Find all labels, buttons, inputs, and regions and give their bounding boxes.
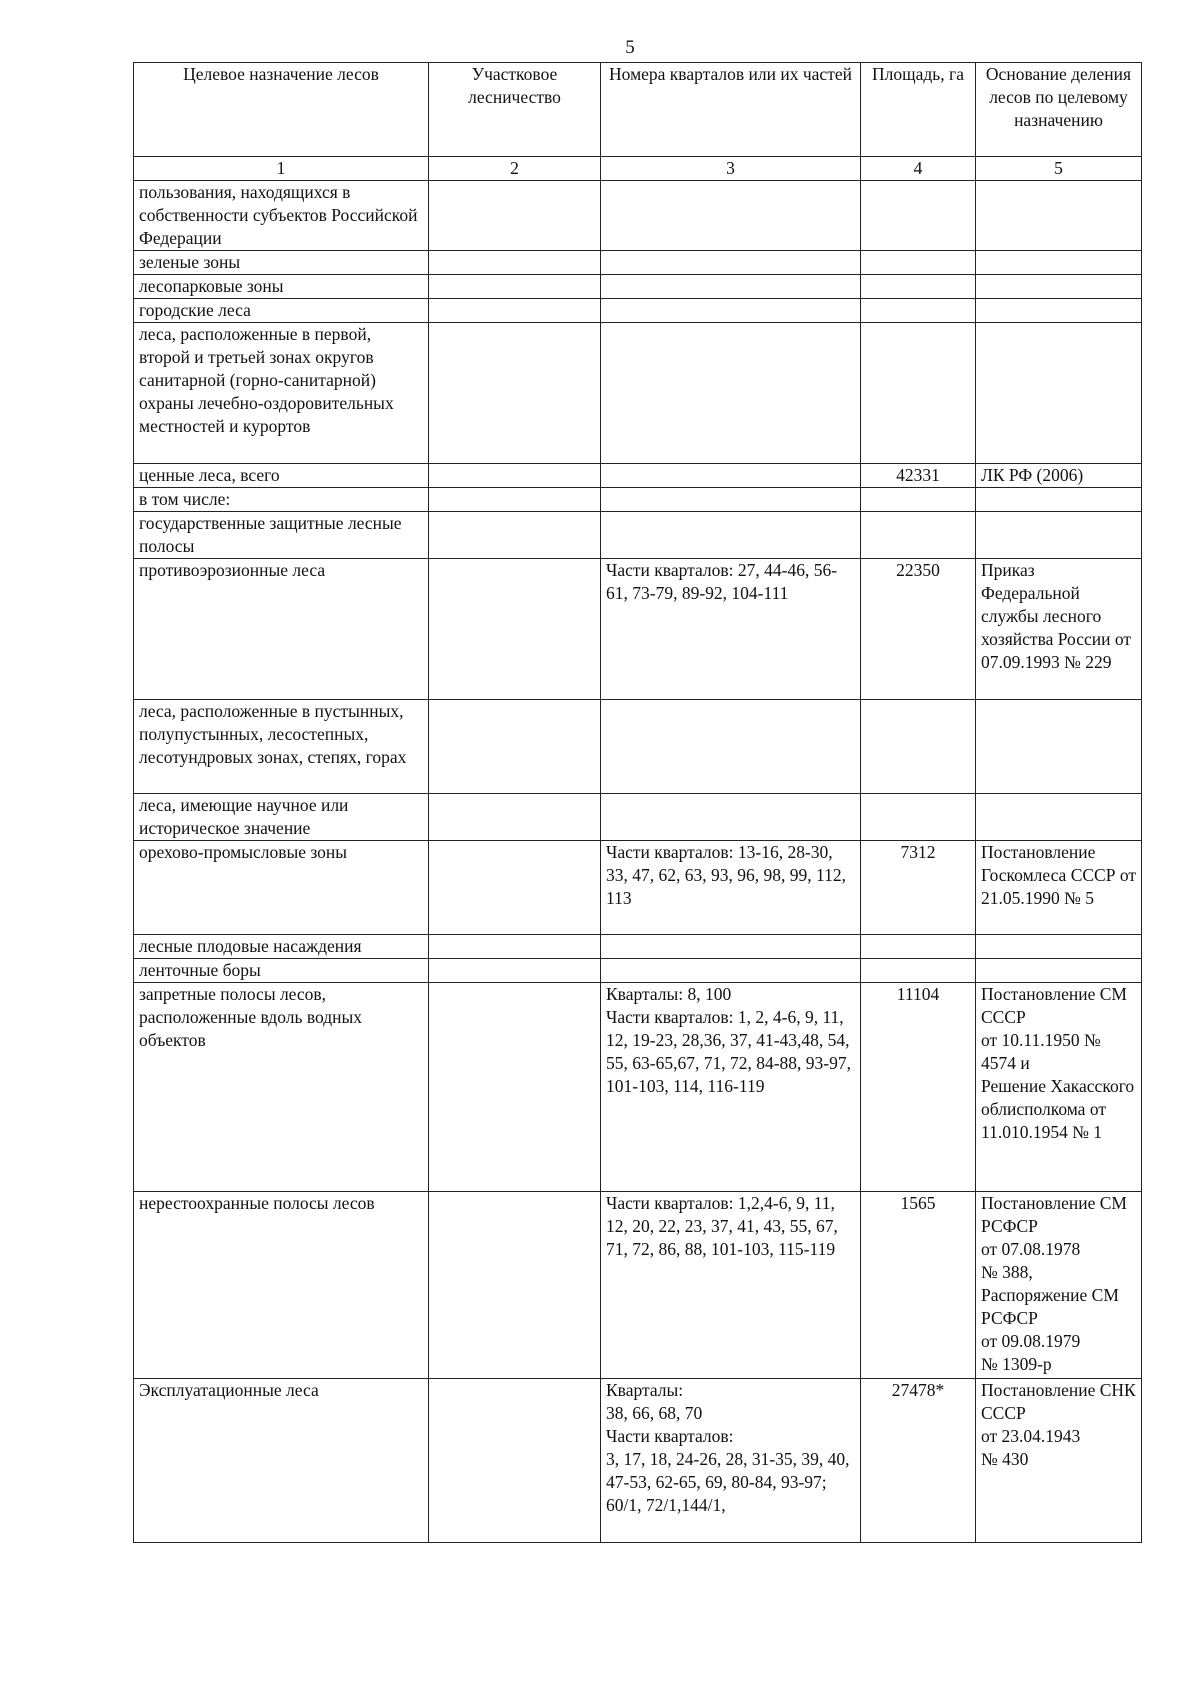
cell-basis: [976, 488, 1142, 512]
cell-quarters: [601, 299, 861, 323]
cell-area: 1565: [861, 1192, 976, 1379]
cell-quarters: [601, 464, 861, 488]
cell-district: [429, 181, 601, 251]
cell-quarters: [601, 959, 861, 983]
cell-purpose: в том числе:: [134, 488, 429, 512]
cell-area: [861, 959, 976, 983]
cell-basis: ЛК РФ (2006): [976, 464, 1142, 488]
cell-quarters: [601, 181, 861, 251]
column-number: 2: [429, 157, 601, 181]
cell-basis: [976, 935, 1142, 959]
cell-district: [429, 251, 601, 275]
cell-district: [429, 983, 601, 1192]
header-quarters: Номера кварталов или их частей: [601, 63, 861, 157]
cell-basis: [976, 512, 1142, 559]
cell-purpose: городские леса: [134, 299, 429, 323]
cell-purpose: противоэрозионные леса: [134, 559, 429, 700]
cell-quarters: [601, 935, 861, 959]
cell-purpose: зеленые зоны: [134, 251, 429, 275]
cell-purpose: лесопарковые зоны: [134, 275, 429, 299]
header-area: Площадь, га: [861, 63, 976, 157]
cell-area: 42331: [861, 464, 976, 488]
cell-basis: [976, 794, 1142, 841]
cell-district: [429, 464, 601, 488]
cell-purpose: ленточные боры: [134, 959, 429, 983]
table-row: [134, 700, 1142, 794]
cell-quarters: [601, 700, 861, 794]
cell-area: 27478*: [861, 1379, 976, 1543]
cell-district: [429, 1379, 601, 1543]
cell-area: 22350: [861, 559, 976, 700]
cell-district: [429, 1192, 601, 1379]
cell-area: [861, 488, 976, 512]
cell-district: [429, 841, 601, 935]
cell-purpose: ценные леса, всего: [134, 464, 429, 488]
cell-basis: Постановление СНК СССР от 23.04.1943 № 430: [976, 1379, 1142, 1543]
cell-area: [861, 275, 976, 299]
table-row: [134, 959, 1142, 983]
cell-quarters: [601, 275, 861, 299]
table-row: [134, 1379, 1142, 1543]
cell-district: [429, 512, 601, 559]
cell-area: [861, 935, 976, 959]
cell-purpose: леса, имеющие научное или историческое значение: [134, 794, 429, 841]
cell-basis: Постановление СМ СССР от 10.11.1950 № 4574 и Решение Хакасского облисполкома от 11.010.1954 № 1: [976, 983, 1142, 1192]
cell-purpose: Эксплуатационные леса: [134, 1379, 429, 1543]
cell-district: [429, 935, 601, 959]
cell-quarters: [601, 512, 861, 559]
cell-district: [429, 794, 601, 841]
table-row: [134, 983, 1142, 1192]
table-row: [134, 181, 1142, 251]
cell-basis: [976, 181, 1142, 251]
cell-quarters: [601, 251, 861, 275]
cell-area: [861, 299, 976, 323]
table-row: [134, 559, 1142, 700]
cell-basis: Приказ Федеральной службы лесного хозяйства России от 07.09.1993 № 229: [976, 559, 1142, 700]
cell-basis: [976, 700, 1142, 794]
table-row: [134, 512, 1142, 559]
cell-purpose: леса, расположенные в первой, второй и третьей зонах округов санитарной (горно-санитарной) охраны лечебно-оздоровительных местностей и курортов: [134, 323, 429, 464]
header-basis: Основание деления лесов по целевому назначению: [976, 63, 1142, 157]
cell-area: [861, 794, 976, 841]
cell-basis: [976, 251, 1142, 275]
column-number: 4: [861, 157, 976, 181]
cell-quarters: Кварталы: 38, 66, 68, 70 Части кварталов: 3, 17, 18, 24-26, 28, 31-35, 39, 40, 47-53, 62-65, 69, 80-84, 93-97; 60/1, 72/1,144/1,: [601, 1379, 861, 1543]
cell-basis: Постановление Госкомлеса СССР от 21.05.1990 № 5: [976, 841, 1142, 935]
cell-quarters: Части кварталов: 13-16, 28-30, 33, 47, 62, 63, 93, 96, 98, 99, 112, 113: [601, 841, 861, 935]
cell-quarters: Части кварталов: 1,2,4-6, 9, 11, 12, 20, 22, 23, 37, 41, 43, 55, 67, 71, 72, 86, 88, 101-103, 115-119: [601, 1192, 861, 1379]
table-row: [134, 275, 1142, 299]
cell-quarters: Кварталы: 8, 100 Части кварталов: 1, 2, 4-6, 9, 11, 12, 19-23, 28,36, 37, 41-43,48, 54, 55, 63-65,67, 71, 72, 84-88, 93-97, 101-103, 114, 116-119: [601, 983, 861, 1192]
cell-basis: [976, 323, 1142, 464]
table-row: [134, 323, 1142, 464]
cell-area: [861, 512, 976, 559]
table-row: [134, 251, 1142, 275]
cell-district: [429, 299, 601, 323]
table-header-row: [134, 63, 1142, 157]
cell-purpose: государственные защитные лесные полосы: [134, 512, 429, 559]
cell-area: 11104: [861, 983, 976, 1192]
cell-district: [429, 488, 601, 512]
cell-quarters: [601, 323, 861, 464]
cell-basis: [976, 299, 1142, 323]
cell-district: [429, 959, 601, 983]
column-number: 3: [601, 157, 861, 181]
cell-district: [429, 323, 601, 464]
cell-area: [861, 323, 976, 464]
cell-basis: [976, 959, 1142, 983]
cell-district: [429, 275, 601, 299]
cell-district: [429, 559, 601, 700]
column-number-row: [134, 157, 1142, 181]
column-number: 5: [976, 157, 1142, 181]
cell-area: [861, 251, 976, 275]
table-row: [134, 794, 1142, 841]
forest-purpose-table: [133, 62, 1142, 1543]
cell-purpose: леса, расположенные в пустынных, полупустынных, лесостепных, лесотундровых зонах, степях, горах: [134, 700, 429, 794]
cell-area: 7312: [861, 841, 976, 935]
table-row: [134, 464, 1142, 488]
cell-purpose: нерестоохранные полосы лесов: [134, 1192, 429, 1379]
cell-basis: [976, 275, 1142, 299]
page-number: 5: [625, 37, 635, 58]
column-number: 1: [134, 157, 429, 181]
cell-purpose: запретные полосы лесов, расположенные вдоль водных объектов: [134, 983, 429, 1192]
cell-basis: Постановление СМ РСФСР от 07.08.1978 № 388, Распоряжение СМ РСФСР от 09.08.1979 № 1309-р: [976, 1192, 1142, 1379]
table-row: [134, 1192, 1142, 1379]
cell-quarters: Части кварталов: 27, 44-46, 56-61, 73-79, 89-92, 104-111: [601, 559, 861, 700]
header-district: Участковое лесничество: [429, 63, 601, 157]
table-row: [134, 841, 1142, 935]
cell-district: [429, 700, 601, 794]
cell-quarters: [601, 794, 861, 841]
cell-area: [861, 700, 976, 794]
cell-area: [861, 181, 976, 251]
cell-purpose: лесные плодовые насаждения: [134, 935, 429, 959]
cell-purpose: пользования, находящихся в собственности субъектов Российской Федерации: [134, 181, 429, 251]
table-row: [134, 299, 1142, 323]
cell-purpose: орехово-промысловые зоны: [134, 841, 429, 935]
header-purpose: Целевое назначение лесов: [134, 63, 429, 157]
table-row: [134, 488, 1142, 512]
cell-quarters: [601, 488, 861, 512]
table-row: [134, 935, 1142, 959]
